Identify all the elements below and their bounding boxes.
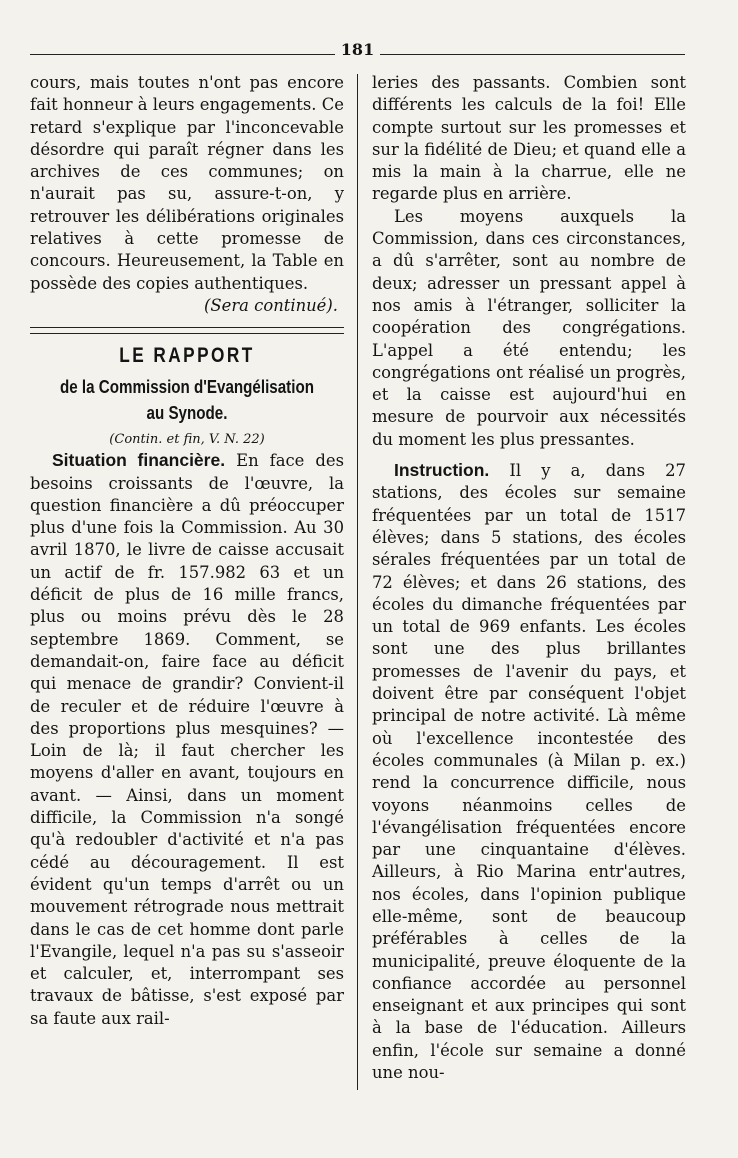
section-instruction-text: Il y a, dans 27 stations, des écoles sur semaine fréquentées par un total de 1517 élèves; dans 5 stations, des écoles sérales fréquentées par un total de 72 élèves; et dans 26 stations, des écoles du dimanche fréquentées par un total de 969 enfants. Les écoles sont une des plus brillantes promesses de l'avenir du pays, et doivent être par conséquent l'objet principal de notre activité. Là même où l'excellence incontestée des écoles communales (à Milan p. ex.) rend la concurrence difficile, nous voyons néanmoins celles de l'évangélisation fréquentées encore par une cinquantaine d'élèves. Ailleurs, à Rio Marina entr'autres, nos écoles, dans l'opinion publique elle-même, sont de beaucoup préférables à celles de la municipalité, preuve éloquente de la confiance accordée au personnel enseignant et aux principes qui sont à la base de l'éducation. Ailleurs enfin, l'école sur semaine a donné une nou- [372,461,686,1083]
right-paragraph-1: leries des passants. Combien sont différents les calculs de la foi! Elle compte surtout sur les promesses et sur la fidélité de Dieu; et quand elle a mis la main à la charrue, elle ne regarde plus en arrière. [372,73,686,204]
section-divider [30,327,344,334]
page-header [30,40,685,64]
article-title: LE RAPPORT [119,344,255,368]
section-financial-text: En face des besoins croissants de l'œuvre, la question financière a dû préoccuper plus d'une fois la Commission. Au 30 avril 1870, le livre de caisse accusait un actif de fr. 157.982 63 et un déficit de plus de 16 mille francs, plus ou moins prévu dès le 28 septembre 1869. Comment, se demandait-on, faire face au déficit qui menace de grandir? Convient-il de reculer et de réduire l'œuvre à des proportions plus mesquines? — Loin de là; il faut chercher les moyens d'aller en avant, toujours en avant. — Ainsi, dans un moment difficile, la Commission n'a songé qu'à redoubler d'activité et n'a pas cédé au découragement. Il est évident qu'un temps d'arrêt ou un mouvement rétrograde nous mettrait dans le cas de cet homme dont parle l'Evangile, lequel n'a pas su s'asseoir et calculer, et, interrompant ses travaux de bâtisse, s'est exposé par sa faute aux rail- [30,451,345,1028]
section-instruction [372,459,686,1084]
reference-note: (Contin. et fin, V. N. 22) [109,432,265,448]
continuation-signature: (Sera continué). [204,295,338,315]
left-column [30,72,344,1030]
section-financial-heading: Situation financière. [52,450,226,471]
column-divider [357,74,358,1090]
left-paragraph-1: cours, mais toutes n'ont pas encore fait honneur à leurs engagements. Ce retard s'explique par l'inconcevable désordre qui paraît régner dans les archives de ces communes; on n'aurait pas su, assure-t-on, y retrouver les délibérations originales relatives à cette promesse de concours. Heureusement, la Table en possède des copies authentiques. [30,73,344,293]
article-subtitle-line-1: de la Commission d'Evangélisation [60,376,314,398]
header-rule-right [380,54,685,55]
right-column [372,72,686,1084]
section-instruction-heading: Instruction. [394,460,490,481]
section-financial [30,449,344,1030]
article-subtitle-line-2: au Synode. [146,402,228,424]
right-paragraph-2: Les moyens auxquels la Commission, dans ces circonstances, a dû s'arrêter, sont au nombre de deux; adresser un pressant appel à nos amis à l'étranger, solliciter la coopération des congrégations. L'appel a été entendu; les congrégations ont réalisé un progrès, et la caisse est aujourd'hui en mesure de pourvoir aux nécessités du moment les plus pressantes. [372,206,686,449]
page-number: 181 [340,40,375,59]
